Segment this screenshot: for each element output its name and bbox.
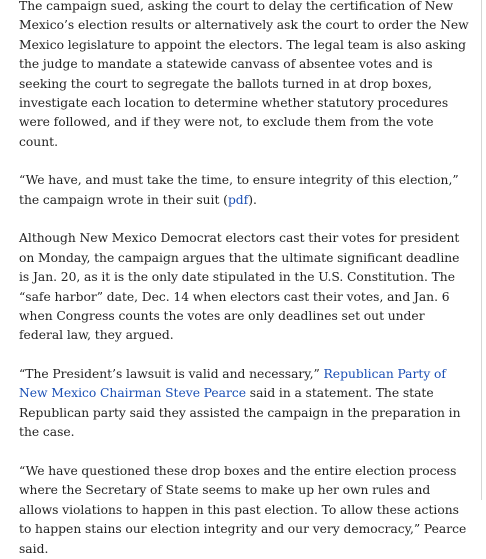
paragraph-gop-statement	[19, 365, 469, 443]
page-border	[481, 0, 482, 500]
paragraph-text: “The President’s lawsuit is valid and necessary,”	[19, 367, 324, 382]
paragraph-deadline: Although New Mexico Democrat electors cast their votes for president on Monday, the campaign argues that the ultimate significant deadline is Jan. 20, as it is the only date stipulated in the U.S. Constitution. The “safe harbor” date, Dec. 14 when electors cast their votes, and Jan. 6 when Congress counts the votes are only deadlines set out under federal law, they argued.	[19, 231, 460, 343]
paragraph-text: said in a statement. The state Republican party said they assisted the campaign in the preparation in the case.	[19, 386, 461, 440]
steve-pearce-link[interactable]: Republican Party of New Mexico Chairman Steve Pearce	[19, 367, 446, 401]
pdf-link[interactable]: pdf	[227, 192, 249, 207]
paragraph-pearce-quote: “We have questioned these drop boxes and the entire election process where the Secretary of State seems to make up her own rules and allows violations to happen in this past election. To allow these actions to happen stains our election integrity and our very democracy,” Pearce said.	[19, 463, 467, 556]
paragraph-text: “We have, and must take the time, to ensure integrity of this election,” the campaign wrote in their suit (	[19, 173, 459, 207]
paragraph-lawsuit-summary: The campaign sued, asking the court to delay the certification of New Mexico’s election results or alternatively ask the court to order the New Mexico legislature to appoint the electors. The legal team is also asking the judge to mandate a statewide canvass of absentee votes and is seeking the court to segregate the ballots turned in at drop boxes, investigate each location to determine whether statutory procedures were followed, and if they were not, to exclude them from the vote count.	[19, 0, 469, 149]
paragraph-campaign-quote	[19, 171, 469, 210]
paragraph-text: ).	[248, 192, 257, 207]
